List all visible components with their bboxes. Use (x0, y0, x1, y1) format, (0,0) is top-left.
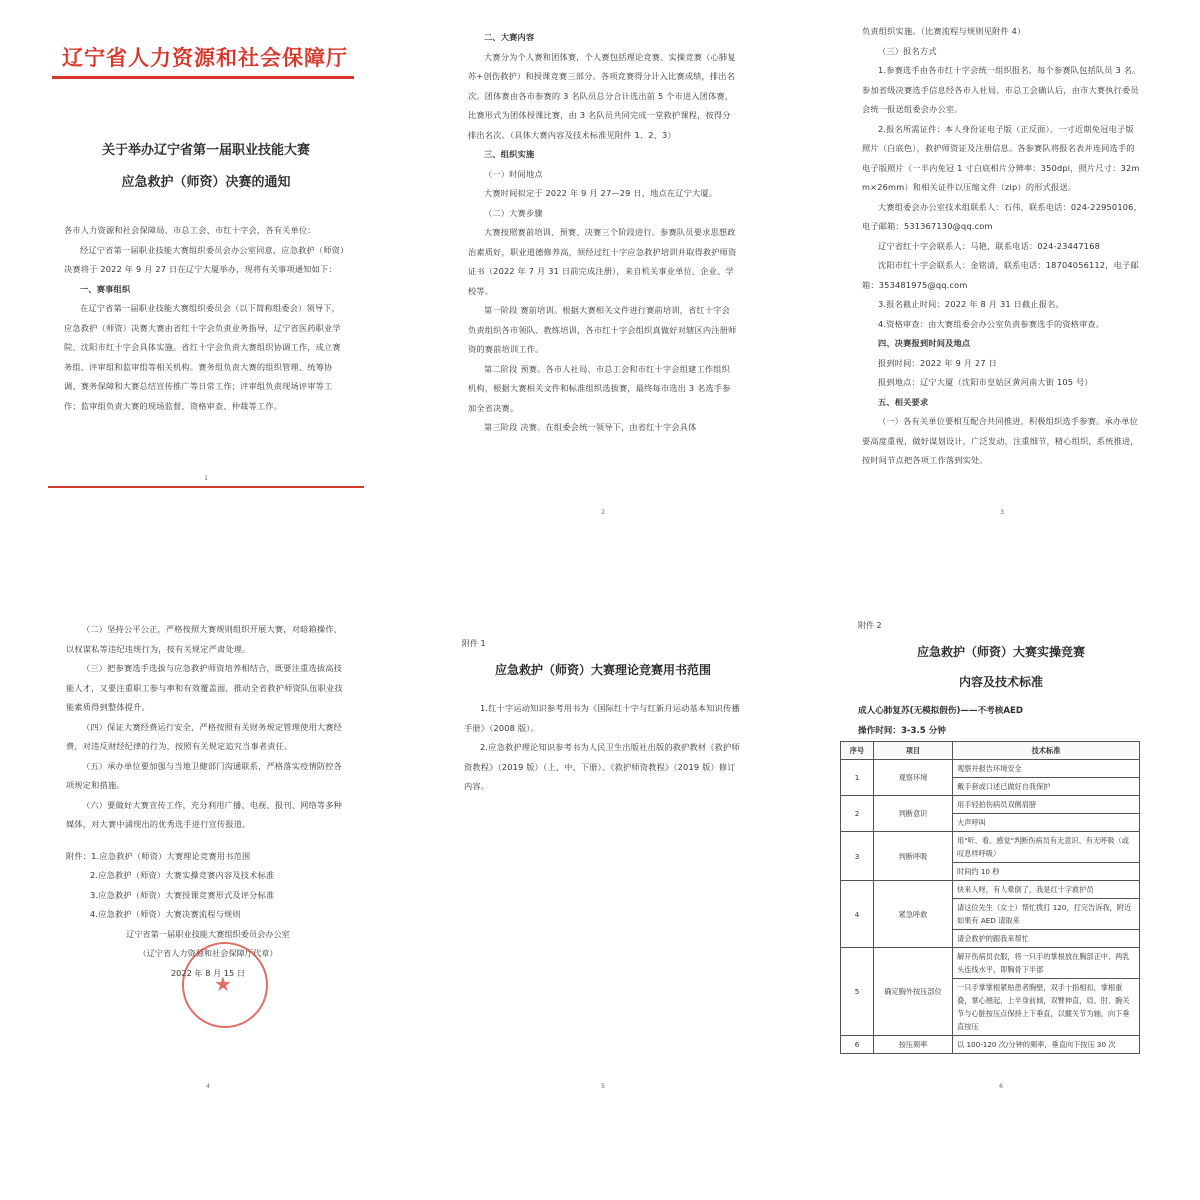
intro-paragraph: 经辽宁省第一届职业技能大赛组织委员会办公室同意，应急救护（师资）决赛将于 2022 年 9 月 27 日在辽宁大厦举办，现将有关事项通知如下： (64, 244, 345, 274)
paragraph: （四）保证大赛经费运行安全，严格按照有关财务规定管理使用大赛经费，对违反财经纪律的行为，按照有关规定追究当事者责任。 (66, 721, 343, 751)
page-number: 3 (1000, 509, 1004, 516)
section-heading: 三、组织实施 (484, 149, 535, 159)
technical-standard-table (840, 741, 1140, 1054)
paragraph: 大赛分为个人赛和团体赛，个人赛包括理论竞赛、实操竞赛（心肺复苏+创伤救护）和授课竞赛三部分。各项竞赛得分计入比赛成绩，排出名次。团体赛由各市参赛的 3 名队员总分合计选出前 5 个市进入团体赛，比赛形式为团体授课比赛，由 3 名队员共同完成一堂救护课程，按得分排出名次。（具体大赛内容及技术标准见附件 1、2、3） (468, 51, 736, 140)
signature-date: 2022 年 8 月 15 日 (170, 967, 246, 978)
table-caption: 成人心肺复苏(无模拟假伤)——不考核AED (858, 706, 1024, 716)
paragraph: （三）把参赛选手选拔与应急救护师资培养相结合，既要注重选拔高技能人才，又要注重职工参与率和有效覆盖面，推动全省救护师资队伍职业技能素质得到整体提升。 (66, 663, 343, 712)
paragraph: 2.报名所需证件：本人身份证电子版（正反面）、一寸近期免冠电子版照片（白底色），救护师资证及注册信息。各参赛队将报名表并连同选手的电子版照片（一半内免冠 1 寸白底相片分辨率：350dpi，照片尺寸：32mm×26mm）和相关证件以压缩文件（zip）的形式报送。 (862, 123, 1140, 192)
paragraph: 第一阶段 赛前培训。根据大赛相关文件进行赛前培训，省红十字会负责组织各市领队、教练培训，各市红十字会组织真做好对辖区内注册师资的赛前培训工作。 (468, 305, 737, 354)
document-page-6 (840, 608, 1162, 1094)
table-row (841, 796, 1140, 814)
sub-heading: （三）报名方式 (878, 45, 937, 56)
row-item: 观察环境 (874, 760, 953, 796)
row-standard: 解开伤病员衣服，将一只手的掌根放在胸部正中、两乳头连线水平，即胸骨下半部 (953, 948, 1140, 979)
row-item: 按压频率 (874, 1036, 953, 1054)
page-number: 1 (204, 475, 208, 482)
row-item: 确定胸外按压部位 (874, 948, 953, 1036)
row-standard: 以 100-120 次/分钟的频率，垂直向下按压 30 次 (953, 1036, 1140, 1054)
paragraph: 1.参赛选手由各市红十字会统一组织报名，每个参赛队包括队员 3 名。参加省级决赛选手信息经各市人社局、市总工会确认后，由市大赛执行委员会统一报送组委会办公室。 (862, 65, 1141, 114)
issuer-header: 辽宁省人力资源和社会保障厅 (62, 45, 348, 70)
table-row (841, 832, 1140, 863)
attachment-title-line-2: 内容及技术标准 (958, 675, 1043, 689)
signature-organization: 辽宁省第一届职业技能大赛组织委员会办公室 (126, 928, 290, 939)
row-standard: 用"听、看、感觉"判断伤病员有无意识、有无呼吸（或叹息样呼吸） (953, 832, 1140, 863)
row-number: 5 (841, 948, 874, 1036)
attachment-title: 应急救护（师资）大赛理论竞赛用书范围 (494, 663, 711, 677)
paragraph: （六）要做好大赛宣传工作，充分利用广播、电视、报刊、网络等多种媒体，对大赛中涌现出的优秀选手进行宣传报道。 (66, 799, 343, 829)
contact-line: 沈阳市红十字会联系人：金铭清，联系电话：18704056112，电子邮箱：353481975@qq.com (862, 260, 1139, 290)
title-line-1: 关于举办辽宁省第一届职业技能大赛 (101, 143, 310, 158)
row-standard: 戴手套或口述已做好自我保护 (953, 778, 1140, 796)
table-row (841, 1036, 1140, 1054)
row-standard: 大声呼叫 (953, 814, 1140, 832)
page-number: 4 (206, 1083, 210, 1090)
document-page-3 (842, 8, 1162, 520)
attachment-list-item: 附件：1.应急救护（师资）大赛理论竞赛用书范围 (66, 850, 251, 861)
attachment-list-item: 3.应急救护（师资）大赛授课竞赛形式及评分标准 (90, 889, 275, 900)
operation-time: 操作时间：3-3.5 分钟 (858, 726, 946, 736)
row-standard: 请这位先生（女士）帮忙拨打 120，打完告诉我，附近如果有 AED 请取来 (953, 899, 1140, 930)
paragraph: 2.应急救护理论知识参考书为人民卫生出版社出版的救护教材《救护师资教程》（2019 版）（上、中、下册）、《救护师资教程》（2019 版）修订内容。 (464, 742, 740, 791)
row-item: 判断呼吸 (874, 832, 953, 881)
paragraph: 在辽宁省第一届职业技能大赛组织委员会（以下简称组委会）领导下，应急救护（师资）决赛大赛由省红十字会负责业务指导，辽宁省医药职业学院、沈阳市红十字会具体实施。省红十字会负责大赛组织协调工作，成立赛务组、评审组和监审组等相关机构。赛务组负责大赛的组织管理、统筹协调、赛务保障和大赛总结宣传推广等日常工作；评审组负责现场评审等工作；监审组负责大赛的现场监督、资格审查、仲裁等工作。 (64, 303, 341, 411)
contact-line: 辽宁省红十字会联系人：马艳，联系电话：024-23447168 (878, 240, 1101, 251)
paragraph: 第二阶段 预赛。各市人社局、市总工会和市红十字会组建工作组织机构，根据大赛相关文件和标准组织选拔赛，最终每市选出 3 名选手参加全省决赛。 (468, 363, 731, 413)
row-number: 1 (841, 760, 874, 796)
row-item: 判断意识 (874, 796, 953, 832)
page-number: 2 (601, 509, 605, 516)
row-standard: 一只手掌掌根紧贴患者胸壁，双手十指相扣，掌根重叠，掌心翘起，上半身前倾，双臂伸直，肩、肘、腕关节与心脏按压点保持上下垂直，以髋关节为轴，向下垂直按压 (953, 979, 1140, 1036)
row-standard: 时间约 10 秒 (953, 863, 1140, 881)
paragraph: 报到时间：2022 年 9 月 27 日 (878, 357, 997, 368)
attachment-label: 附件 1 (462, 639, 486, 648)
row-standard: 请会救护的跟我来帮忙 (953, 930, 1140, 948)
row-number: 4 (841, 881, 874, 948)
row-standard: 快来人呀，有人晕倒了，我是红十字救护员 (953, 881, 1140, 899)
table-row (841, 948, 1140, 979)
table-row (841, 760, 1140, 778)
paragraph: 1.红十字运动知识参考用书为《国际红十字与红新月运动基本知识传播手册》（2008 版）。 (464, 703, 740, 733)
page-number: 6 (999, 1083, 1003, 1090)
section-heading: 四、决赛报到时间及地点 (878, 338, 971, 348)
row-number: 2 (841, 796, 874, 832)
page-number: 5 (601, 1083, 605, 1090)
column-header: 技术标准 (953, 742, 1140, 760)
addressee: 各市人力资源和社会保障局、市总工会、市红十字会，各有关单位： (64, 225, 316, 235)
table-row (841, 881, 1140, 899)
column-header: 序号 (841, 742, 874, 760)
document-page-2 (448, 8, 758, 520)
document-page-4 (50, 608, 366, 1094)
attachment-label: 附件 2 (858, 621, 882, 630)
section-heading: 一、赛事组织 (80, 283, 131, 294)
row-number: 6 (841, 1036, 874, 1054)
paragraph: （一）各有关单位要相互配合共同推进，积极组织选手参赛。承办单位要高度重视，做好谋划设计，广泛发动，注重细节，精心组织，系统推进，按时间节点把各项工作落到实处。 (862, 416, 1139, 465)
row-number: 3 (841, 832, 874, 881)
section-heading: 二、大赛内容 (484, 32, 535, 42)
paragraph: 大赛按照赛前培训、预赛、决赛三个阶段进行。参赛队员要求思想政治素质好，职业道德修养高，须经过红十字应急救护培训并取得救护师资证书（2022 年 7 月 31 日前完成注册），来自机关事业单位、企业、学校等。 (468, 227, 737, 296)
paragraph: 3.报名截止时间：2022 年 8 月 31 日截止报名。 (878, 299, 1064, 309)
document-page-5 (448, 608, 758, 1094)
column-header: 项目 (874, 742, 953, 760)
sub-heading: （二）大赛步骤 (484, 207, 543, 218)
contact-line: 大赛组委会办公室技术组联系人：石伟，联系电话：024-22950106，电子邮箱：531367130@qq.com (862, 201, 1142, 231)
row-standard: 观察并报告环境安全 (953, 760, 1140, 778)
paragraph: 报到地点：辽宁大厦（沈阳市皇姑区黄河南大街 105 号） (878, 377, 1093, 387)
seal-star-icon: ★ (214, 972, 232, 996)
attachment-title-line-1: 应急救护（师资）大赛实操竞赛 (916, 645, 1085, 659)
header-red-line (52, 76, 354, 79)
paragraph: 4.资格审查：由大赛组委会办公室负责参赛选手的资格审查。 (878, 318, 1105, 329)
signature-seal-note: （辽宁省人力资源和社会保障厅代章） (138, 948, 278, 958)
paragraph: （五）承办单位要加强与当地卫健部门沟通联系，严格落实疫情防控各项规定和措施。 (66, 760, 343, 790)
sub-heading: （一）时间地点 (484, 168, 543, 179)
row-item: 紧急呼救 (874, 881, 953, 948)
attachment-list-item: 2.应急救护（师资）大赛实操竞赛内容及技术标准 (90, 870, 275, 880)
section-heading: 五、相关要求 (878, 396, 929, 407)
paragraph: 大赛时间拟定于 2022 年 9 月 27—29 日，地点在辽宁大厦。 (484, 188, 718, 198)
row-standard: 用手轻拍伤病员双侧肩膀 (953, 796, 1140, 814)
official-seal (182, 942, 268, 1028)
title-line-2: 应急救护（师资）决赛的通知 (121, 175, 291, 190)
paragraph: 第三阶段 决赛。在组委会统一领导下，由省红十字会具体 (484, 422, 697, 432)
paragraph: 负责组织实施。（比赛流程与规则见附件 4） (862, 26, 1026, 36)
paragraph: （二）坚持公平公正，严格按照大赛规则组织开展大赛，对暗箱操作、以权谋私等违纪违规行为，按有关规定严肃处理。 (66, 624, 343, 654)
document-page-1 (48, 8, 364, 488)
attachment-list-item: 4.应急救护（师资）大赛决赛流程与规则 (90, 909, 241, 919)
notice-title (48, 135, 364, 199)
table-header-row (841, 742, 1140, 760)
